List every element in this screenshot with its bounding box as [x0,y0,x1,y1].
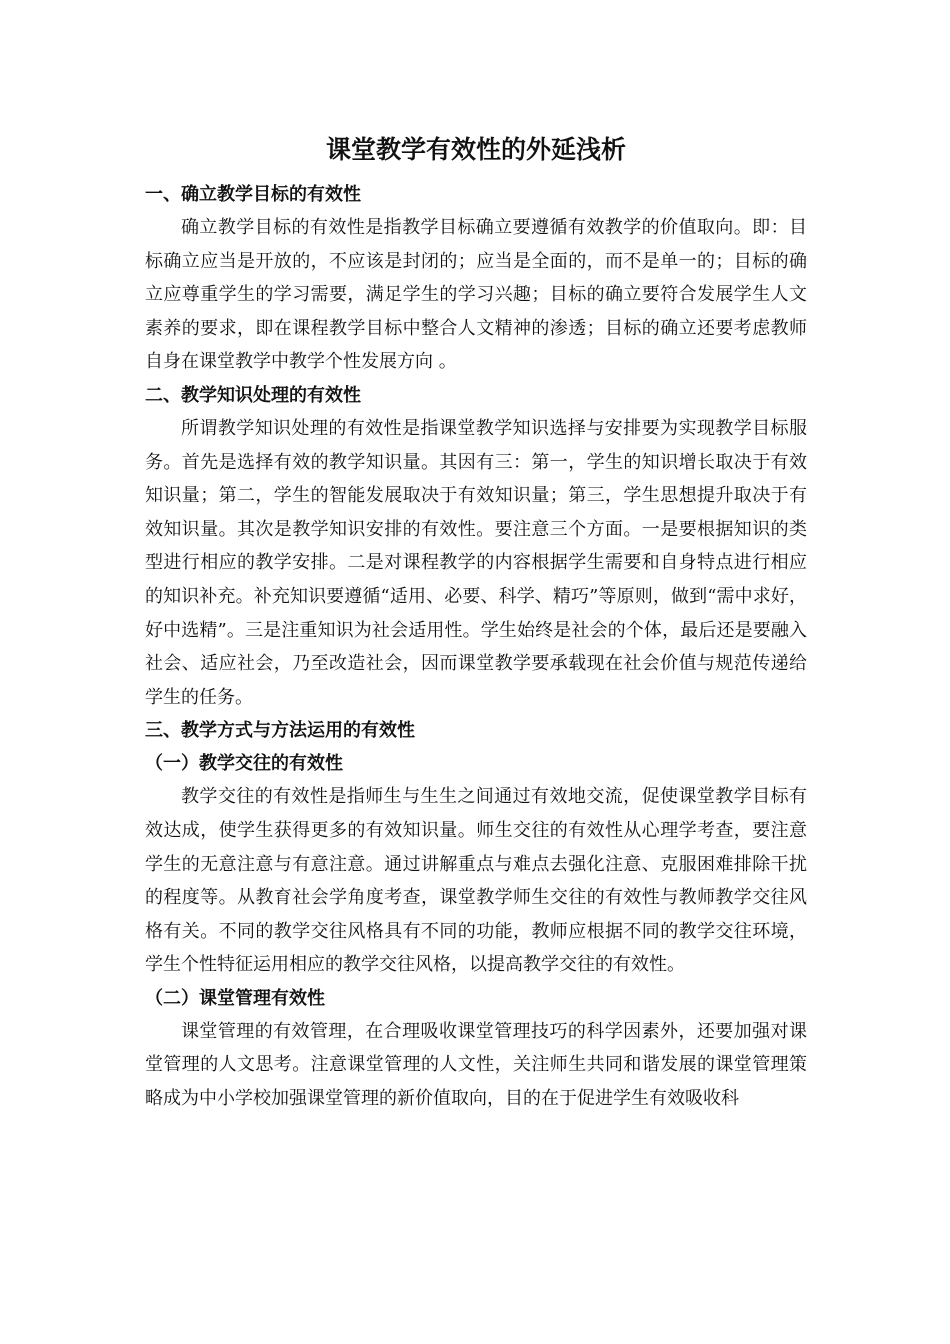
subsection-1-paragraph: 教学交往的有效性是指师生与生生之间通过有效地交流，促使课堂教学目标有效达成，使学生获得更多的有效知识量。师生交往的有效性从心理学考查，要注意学生的无意注意与有意注意。通过讲解重点与难点去强化注意、克服困难排除干扰的程度等。从教育社会学角度考查，课堂教学师生交往的有效性与教师教学交往风格有关。不同的教学交往风格具有不同的功能，教师应根据不同的教学交往环境，学生个性特征运用相应的教学交往风格，以提高教学交往的有效性。 [145,786,807,976]
section-2-heading: 二、教学知识处理的有效性 [145,384,361,406]
subsection-1-heading: （一）教学交往的有效性 [145,753,343,775]
section-2-paragraph: 所谓教学知识处理的有效性是指课堂教学知识选择与安排要为实现教学目标服务。首先是选择有效的教学知识量。其因有三：第一，学生的知识增长取决于有效知识量；第二，学生的智能发展取决于有效知识量；第三，学生思想提升取决于有效知识量。其次是教学知识安排的有效性。要注意三个方面。一是要根据知识的类型进行相应的教学安排。二是对课程教学的内容根据学生需要和自身特点进行相应的知识补充。补充知识要遵循“适用、必要、科学、精巧”等原则，做到“需中求好，好中选精”。三是注重知识为社会适用性。学生始终是社会的个体，最后还是要融入社会、适应社会，乃至改造社会，因而课堂教学要承载现在社会价值与规范传递给学生的任务。 [145,417,807,708]
subsection-2-heading: （二）课堂管理有效性 [145,987,325,1009]
section-3-heading: 三、教学方式与方法运用的有效性 [145,720,415,742]
document-page [145,128,807,1116]
document-title: 课堂教学有效性的外延浅析 [325,135,626,164]
section-1-paragraph: 确立教学目标的有效性是指教学目标确立要遵循有效教学的价值取向。即：目标确立应当是开放的，不应该是封闭的；应当是全面的，而不是单一的；目标的确立应尊重学生的学习需要，满足学生的学习兴趣；目标的确立要符合发展学生人文素养的要求，即在课程教学目标中整合人文精神的渗透；目标的确立还要考虑教师自身在课堂教学中教学个性发展方向 。 [145,217,807,373]
section-1-heading: 一、确立教学目标的有效性 [145,184,361,205]
subsection-2-paragraph: 课堂管理的有效管理，在合理吸收课堂管理技巧的科学因素外，还要加强对课堂管理的人文思考。注意课堂管理的人文性，关注师生共同和谐发展的课堂管理策略成为中小学校加强课堂管理的新价值取向，目的在于促进学生有效吸收科 [145,1020,807,1110]
